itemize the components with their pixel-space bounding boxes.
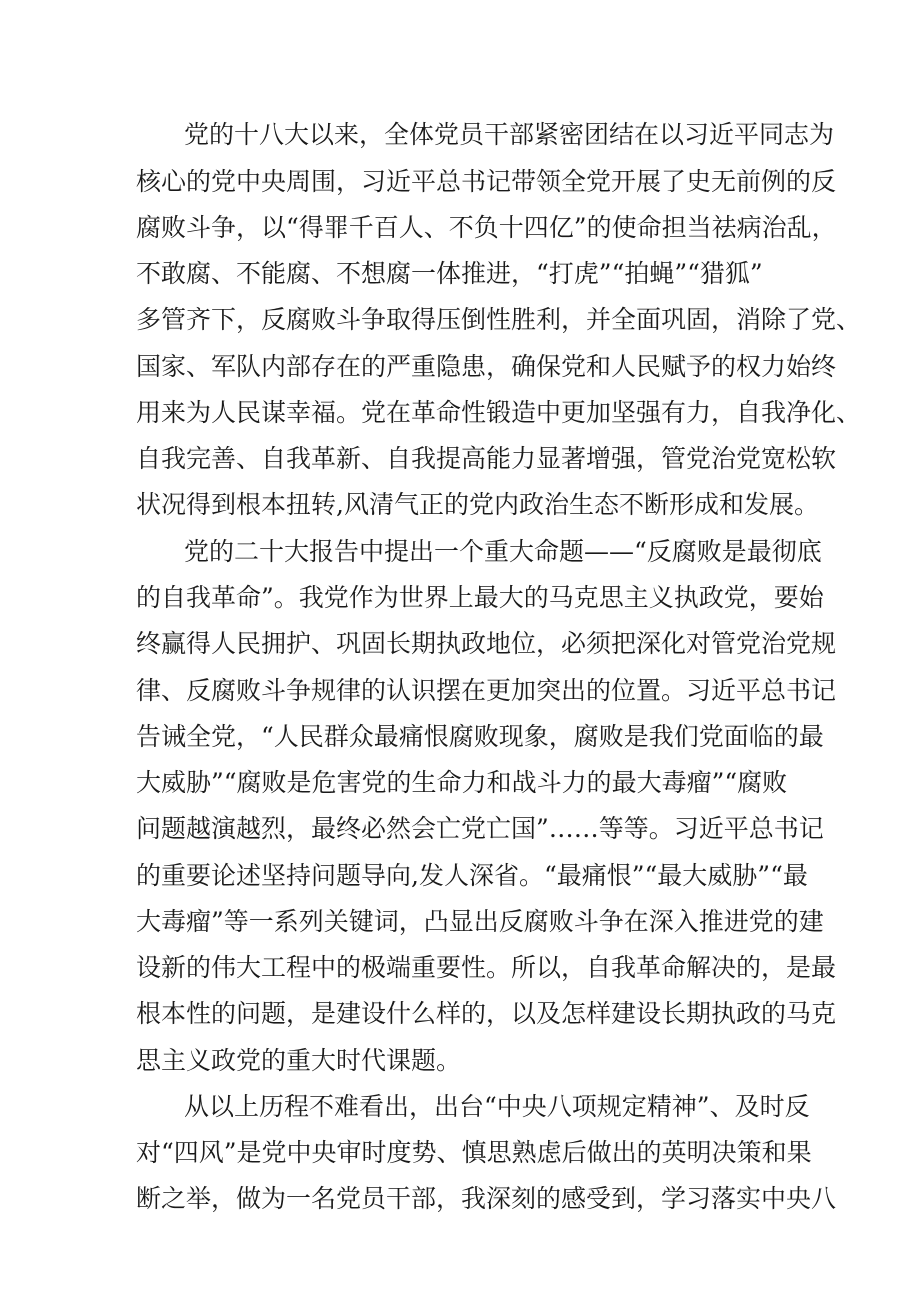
paragraph-1-line-6: 国家、军队内部存在的严重隐患，确保党和人民赋予的权力始终 [136,352,837,381]
paragraph-1-line-1: 党的十八大以来，全体党员干部紧密团结在以习近平同志为 [184,120,835,149]
paragraph-2-line-2: 的自我革命”。我党作为世界上最大的马克思主义执政党，要始 [136,583,824,612]
paragraph-2-line-7: 问题越演越烈，最终必然会亡党亡国”……等等。习近平总书记 [136,814,824,843]
paragraph-2-line-10: 设新的伟大工程中的极端重要性。所以，自我革命解决的，是最 [136,953,837,982]
paragraph-2-line-11: 根本性的问题，是建设什么样的，以及怎样建设长期执政的马克 [136,999,837,1028]
paragraph-2-line-5: 告诫全党，“人民群众最痛恨腐败现象，腐败是我们党面临的最 [136,722,824,751]
paragraph-2-line-12: 思主义政党的重大时代课题。 [136,1046,462,1075]
paragraph-2-line-9: 大毒瘤”等一系列关键词，凸显出反腐败斗争在深入推进党的建 [136,907,824,936]
paragraph-1-line-9: 状况得到根本扭转,风清气正的党内政治生态不断形成和发展。 [136,490,819,519]
paragraph-3-line-3: 断之举，做为一名党员干部，我深刻的感受到，学习落实中央八 [136,1184,837,1213]
paragraph-3-line-2: 对“四风”是党中央审时度势、慎思熟虑后做出的英明决策和果 [136,1138,812,1167]
paragraph-1-line-8: 自我完善、自我革新、自我提高能力显著增强，管党治党宽松软 [136,444,837,473]
paragraph-1-line-4: 不敢腐、不能腐、不想腐一体推进，“打虎”“拍蝇”“猎狐” [136,259,763,288]
paragraph-2-line-8: 的重要论述坚持问题导向,发人深省。“最痛恨”“最大威胁”“最 [136,861,808,890]
paragraph-2-line-3: 终赢得人民拥护、巩固长期执政地位，必须把深化对管党治党规 [136,629,837,658]
paragraph-1-line-2: 核心的党中央周围，习近平总书记带领全党开展了史无前例的反 [136,167,837,196]
paragraph-3-line-1: 从以上历程不难看出，出台“中央八项规定精神”、及时反 [184,1092,810,1121]
paragraph-2-line-6: 大威胁”“腐败是危害党的生命力和战斗力的最大毒瘤”“腐败 [136,768,788,797]
paragraph-1-line-7: 用来为人民谋幸福。党在革命性锻造中更加坚强有力，自我净化、 [136,398,862,427]
paragraph-1-line-3: 腐败斗争，以“得罪千百人、不负十四亿”的使命担当祛病治乱， [136,213,837,242]
paragraph-1-line-5: 多管齐下，反腐败斗争取得压倒性胜利，并全面巩固，消除了党、 [136,305,862,334]
paragraph-2-line-1: 党的二十大报告中提出一个重大命题——“反腐败是最彻底 [184,537,822,566]
paragraph-2-line-4: 律、反腐败斗争规律的认识摆在更加突出的位置。习近平总书记 [136,676,837,705]
